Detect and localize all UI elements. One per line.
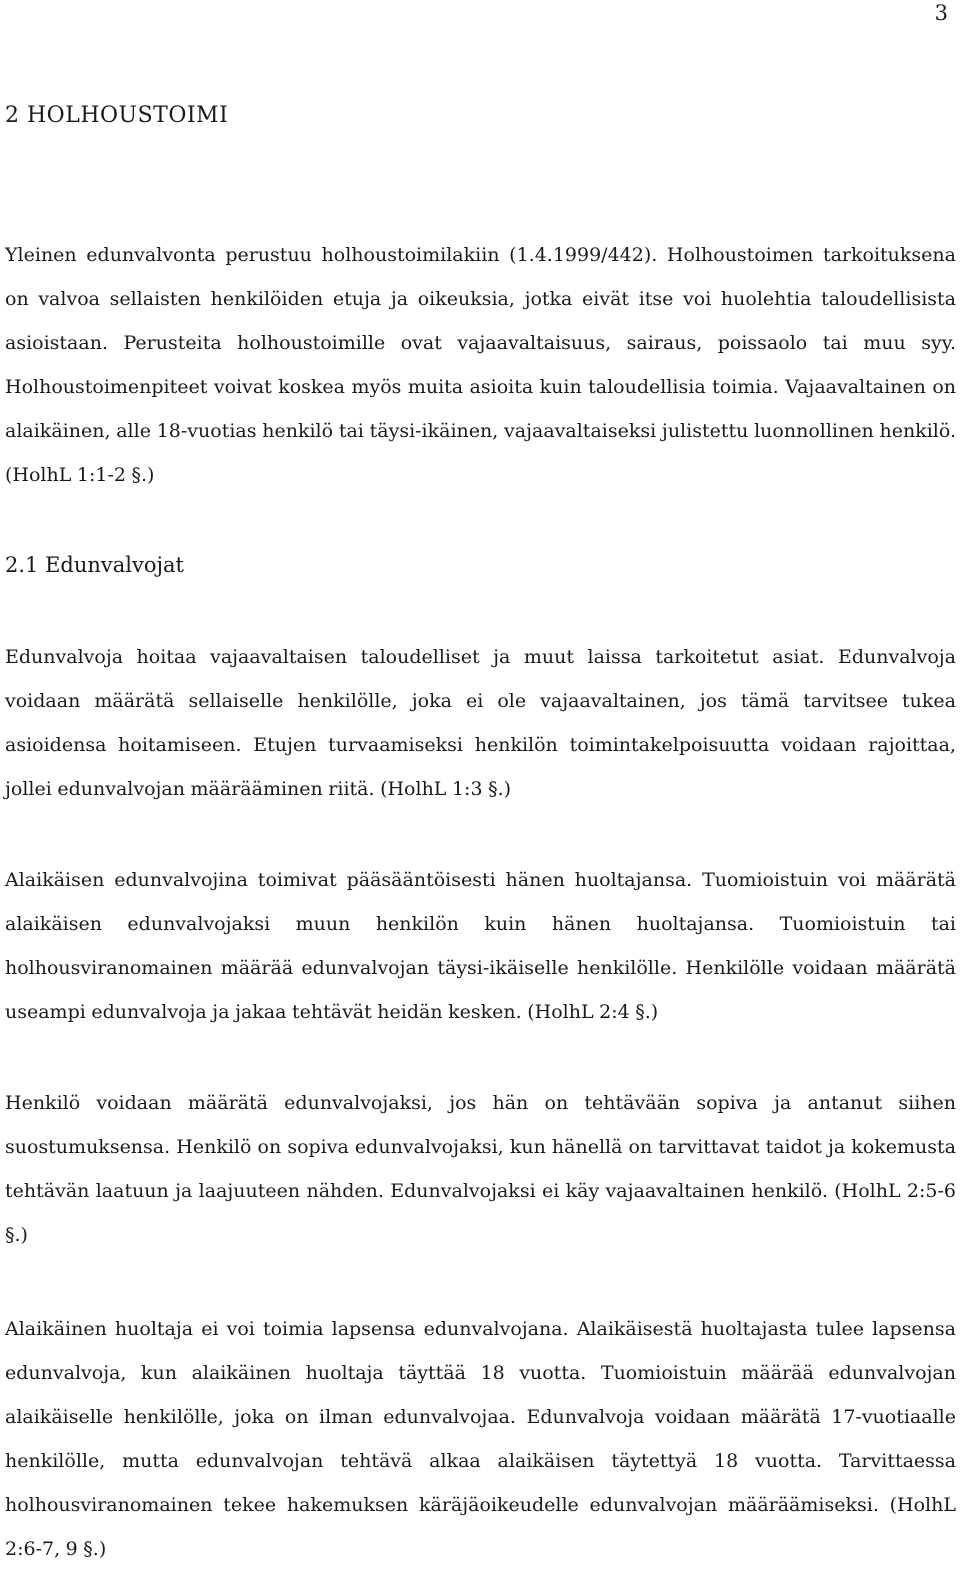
- intro-paragraph: Yleinen edunvalvonta perustuu holhoustoimilakiin (1.4.1999/442). Holhoustoimen tarkoituksena on valvoa sellaisten henkilöiden etuja ja oikeuksia, jotka eivät itse voi huolehtia taloudellisista asioistaan. Perusteita holhoustoimille ovat vajaavaltaisuus, sairaus, poissaolo tai muu syy. Holhoustoimenpiteet voivat koskea myös muita asioita kuin taloudellisia toimia. Vajaavaltainen on alaikäinen, alle 18-vuotias henkilö tai täysi-ikäinen, vajaavaltaiseksi julistettu luonnollinen henkilö. (HolhL 1:1-2 §.): [5, 244, 956, 486]
- body-paragraph: Henkilö voidaan määrätä edunvalvojaksi, jos hän on tehtävään sopiva ja antanut siihen suostumuksensa. Henkilö on sopiva edunvalvojaksi, kun hänellä on tarvittavat taidot ja kokemusta tehtävän laatuun ja laajuuteen nähden. Edunvalvojaksi ei käy vajaavaltainen henkilö. (HolhL 2:5-6 §.): [5, 1092, 956, 1246]
- subsection-heading: 2.1 Edunvalvojat: [5, 553, 184, 577]
- page-number: 3: [934, 1, 948, 25]
- section-heading: 2 HOLHOUSTOIMI: [5, 103, 229, 128]
- body-paragraph: Alaikäinen huoltaja ei voi toimia lapsensa edunvalvojana. Alaikäisestä huoltajasta tulee lapsensa edunvalvoja, kun alaikäinen huoltaja täyttää 18 vuotta. Tuomioistuin määrää edunvalvojan alaikäiselle henkilölle, joka on ilman edunvalvojaa. Edunvalvoja voidaan määrätä 17-vuotiaalle henkilölle, mutta edunvalvojan tehtävä alkaa alaikäisen täytettyä 18 vuotta. Tarvittaessa holhousviranomainen tekee hakemuksen käräjäoikeudelle edunvalvojan määräämiseksi. (HolhL 2:6-7, 9 §.): [5, 1318, 956, 1560]
- body-paragraph: Edunvalvoja hoitaa vajaavaltaisen taloudelliset ja muut laissa tarkoitetut asiat. Edunvalvoja voidaan määrätä sellaiselle henkilölle, joka ei ole vajaavaltainen, jos tämä tarvitsee tukea asioidensa hoitamiseen. Etujen turvaamiseksi henkilön toimintakelpoisuutta voidaan rajoittaa, jollei edunvalvojan määrääminen riitä. (HolhL 1:3 §.): [5, 646, 956, 800]
- body-paragraph: Alaikäisen edunvalvojina toimivat pääsääntöisesti hänen huoltajansa. Tuomioistuin voi määrätä alaikäisen edunvalvojaksi muun henkilön kuin hänen huoltajansa. Tuomioistuin tai holhousviranomainen määrää edunvalvojan täysi-ikäiselle henkilölle. Henkilölle voidaan määrätä useampi edunvalvoja ja jakaa tehtävät heidän kesken. (HolhL 2:4 §.): [5, 869, 956, 1023]
